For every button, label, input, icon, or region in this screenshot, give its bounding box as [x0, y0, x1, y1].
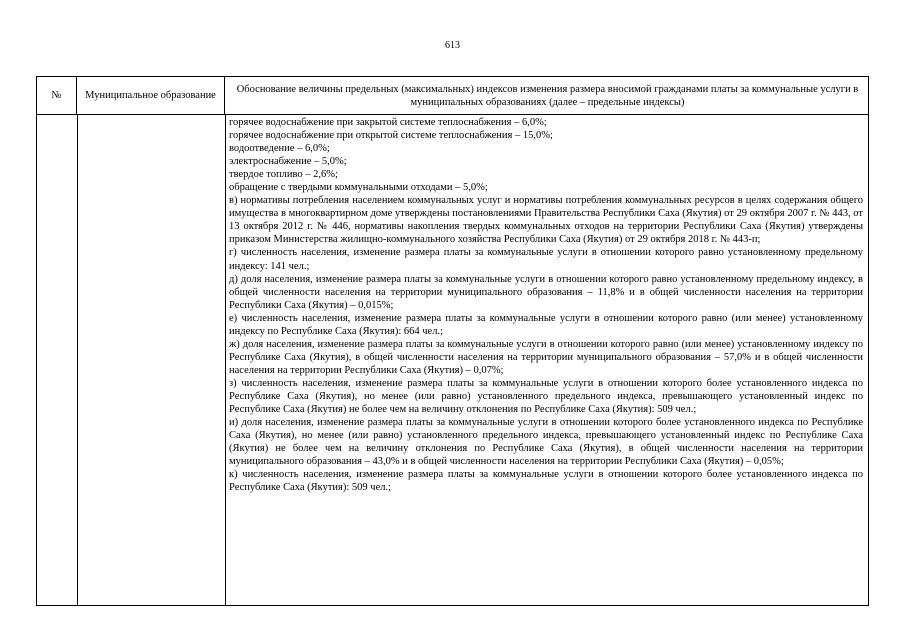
- paragraph: д) доля населения, изменение размера платы за коммунальные услуги в отношении которого равно установленному предельному индексу, в общей численности населения на территории муниципального образования – 11,8% и в общей численности населения на территории Республики Саха (Якутия) – 0,015%;: [229, 273, 863, 311]
- paragraph: ж) доля населения, изменение размера платы за коммунальные услуги в отношении которого равно (или менее) установленному индексу по Республике Саха (Якутия), в общей численности населения на территории муниципального образования – 57,0% и в общей численности населения на территории Республики Саха (Якутия) – 0,07%;: [229, 338, 863, 376]
- paragraph: водоотведение – 6,0%;: [229, 143, 330, 155]
- paragraph: з) численность населения, изменение размера платы за коммунальные услуги в отношении которого более установленного индекса по Республике Саха (Якутия), но менее (или равно) установленного предельного индекса, превышающего установленный индекс по Республике Саха (Якутия) не более чем на величину отклонения по Республике Саха (Якутия): 509 чел.;: [229, 377, 863, 416]
- paragraph: электроснабжение – 5,0%;: [229, 156, 347, 168]
- page-number: 613: [445, 40, 460, 51]
- paragraph: в) нормативы потребления населением коммунальных услуг и нормативы потребления коммунальных ресурсов в целях содержания общего имущества в многоквартирном доме утверждены постановлениями Правительства Республики Саха (Якутия) от 29 октября 2007 г. № 443, от 13 октября 2012 г. № 446, нормативы накопления твердых коммунальных отходов на территории Республики Саха (Якутия) утверждены приказом Министерства жилищно-коммунального хозяйства Республики Саха (Якутия) от 29 октября 2018 г. № 443-п;: [229, 195, 863, 246]
- paragraph: твердое топливо – 2,6%;: [229, 169, 338, 181]
- header-municipality: Муниципальное образование: [77, 77, 225, 114]
- paragraph: е) численность населения, изменение размера платы за коммунальные услуги в отношении которого равно (или менее) установленному индексу по Республике Саха (Якутия): 664 чел.;: [229, 312, 863, 337]
- paragraph: горячее водоснабжение при открытой системе теплоснабжения – 15,0%;: [229, 130, 553, 142]
- column-divider-2: [225, 115, 226, 605]
- justification-cell: [229, 116, 863, 494]
- paragraph: обращение с твердыми коммунальными отходами – 5,0%;: [229, 182, 488, 194]
- document-table: [36, 76, 869, 606]
- paragraph: к) численность населения, изменение размера платы за коммунальные услуги в отношении которого более установленного индекса по Республике Саха (Якутия): 509 чел.;: [229, 469, 863, 494]
- header-number: №: [37, 77, 77, 114]
- paragraph: г) численность населения, изменение размера платы за коммунальные услуги в отношении которого равно установленному предельному индексу: 141 чел.;: [229, 247, 863, 272]
- header-justification: Обоснование величины предельных (максимальных) индексов изменения размера вносимой гражданами платы за коммунальные услуги в муниципальных образованиях (далее – предельные индексы): [236, 83, 859, 108]
- paragraph: и) доля населения, изменение размера платы за коммунальные услуги в отношении которого более установленного индекса по Республике Саха (Якутия), но менее (или равно) установленного предельного индекса, превышающего установленный индекс по Республике Саха (Якутия) не более чем на величину отклонения по Республике Саха (Якутия), в общей численности населения на территории муниципального образования – 43,0% и в общей численности населения на территории Республики Саха (Якутия) – 0,05%;: [229, 417, 863, 468]
- table-header-row: [37, 77, 868, 115]
- paragraph: горячее водоснабжение при закрытой системе теплоснабжения – 6,0%;: [229, 117, 547, 128]
- column-divider-1: [77, 115, 78, 605]
